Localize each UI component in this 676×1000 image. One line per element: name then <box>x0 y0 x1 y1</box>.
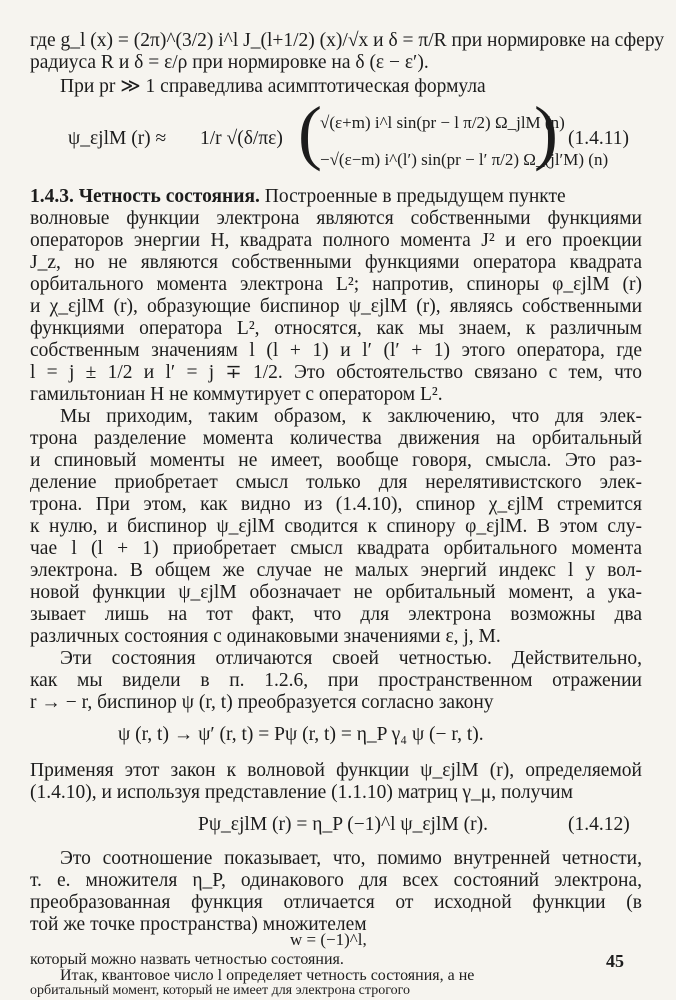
right-paren: ) <box>534 92 558 172</box>
text-line: электрона. В общем же случае не малых энергий индекс l у вол- <box>30 560 642 581</box>
text-line: собственным значениям l (l + 1) и l′ (l′ + 1) этого оператора, где <box>30 340 642 361</box>
text-line: как мы видели в п. 1.2.6, при пространственном отражении <box>30 670 642 691</box>
text-line: r → − r, биспинор ψ (r, t) преобразуется согласно закону <box>30 692 494 713</box>
text-line: Мы приходим, таким образом, к заключению, что для элек- <box>60 406 642 427</box>
text-line: чае l (l + 1) приобретает смысл квадрата орбитального момента <box>30 538 642 559</box>
text-line: волновые функции электрона являются собственными функциями <box>30 208 642 229</box>
text-line: и спиновый моменты не имеет, вообще говоря, смысла. Это раз- <box>30 450 642 471</box>
text-line: При pr ≫ 1 справедлива асимптотическая формула <box>60 76 486 97</box>
text-line: зывает лишь на тот факт, что для электрона возможны два <box>30 604 642 625</box>
text-line: деление приобретает смысл только для нерелятивистского элек- <box>30 472 642 493</box>
equation-number: (1.4.12) <box>568 814 630 835</box>
text-line: той же точке пространства) множителем <box>30 914 367 935</box>
equation-transform: ψ (r, t) → ψ′ (r, t) = Pψ (r, t) = η_P γ₄ ψ (− r, t). <box>118 724 484 745</box>
text-line: различных состояния с одинаковыми значениями ε, j, M. <box>30 626 501 647</box>
text-line: функциями оператора L², относятся, как мы знаем, к различным <box>30 318 642 339</box>
text-line: где g_l (x) = (2π)^(3/2) i^l J_(l+1/2) (x)/√x и δ = π/R при нормировке на сферу <box>30 30 665 51</box>
text-line: Это соотношение показывает, что, помимо внутренней четности, <box>60 848 642 869</box>
equation-lhs: ψ_εjlM (r) ≈ <box>68 128 167 149</box>
text-line: J_z, но не являются собственными функциями оператора квадрата <box>30 252 642 273</box>
text-line: Итак, квантовое число l определяет четность состояния, а не <box>60 967 475 984</box>
text-line: гамильтониан H не коммутирует с оператором L². <box>30 384 443 405</box>
page-number: 45 <box>606 951 624 971</box>
text-line: преобразованная функция отличается от исходной функции (в <box>30 892 642 913</box>
equation-body: Pψ_εjlM (r) = η_P (−1)^l ψ_εjlM (r). <box>198 814 488 835</box>
text-line: Применяя этот закон к волновой функции ψ_εjlM (r), определяемой <box>30 760 642 781</box>
text-line: т. е. множителя η_P, одинакового для всех состояний электрона, <box>30 870 642 891</box>
section-text: Построенные в предыдущем пункте <box>264 186 566 207</box>
text-line: к нулю, и биспинор ψ_εjlM сводится к спинору φ_εjlM. В этом слу- <box>30 516 642 537</box>
text-line: операторов энергии H, квадрата полного момента J² и его проекции <box>30 230 642 251</box>
equation-row-1: √(ε+m) i^l sin(pr − l π/2) Ω_jlM (n) <box>320 113 565 132</box>
text-line: радиуса R и δ = ε/ρ при нормировке на δ (ε − ε′). <box>30 52 429 73</box>
equation-parity: w = (−1)^l, <box>290 930 367 949</box>
text-line: (1.4.10), и используя представление (1.1.10) матриц γ_μ, получим <box>30 782 573 803</box>
text-line: новой функции ψ_εjlM обозначает не орбитальный момент, а ука- <box>30 582 642 603</box>
text-line: орбитального момента электрона L²; напротив, спиноры φ_εjlM (r) <box>30 274 642 295</box>
text-line: трона разделение момента количества движения на орбитальный <box>30 428 642 449</box>
left-paren: ( <box>298 92 322 172</box>
equation-row-2: −√(ε−m) i^(l′) sin(pr − l′ π/2) Ω_(jl′M) (n) <box>320 150 609 169</box>
section-heading: 1.4.3. Четность состояния. <box>30 186 260 207</box>
text-line: Эти состояния отличаются своей четностью. Действительно, <box>60 648 642 669</box>
equation-number: (1.4.11) <box>568 128 630 149</box>
text-line: и χ_εjlM (r), образующие биспинор ψ_εjlM (r), являясь собственными <box>30 296 642 317</box>
text-line: который можно назвать четностью состояния. <box>30 951 344 968</box>
equation-prefactor: 1/r √(δ/πε) <box>200 128 283 149</box>
text-line: трона. При этом, как видно из (1.4.10), спинор χ_εjlM стремится <box>30 494 642 515</box>
text-line: l = j ± 1/2 и l′ = j ∓ 1/2. Это обстоятельство связано с тем, что <box>30 362 642 383</box>
text-line: орбитальный момент, который не имеет для электрона строгого <box>30 983 410 998</box>
section-line <box>30 186 642 208</box>
